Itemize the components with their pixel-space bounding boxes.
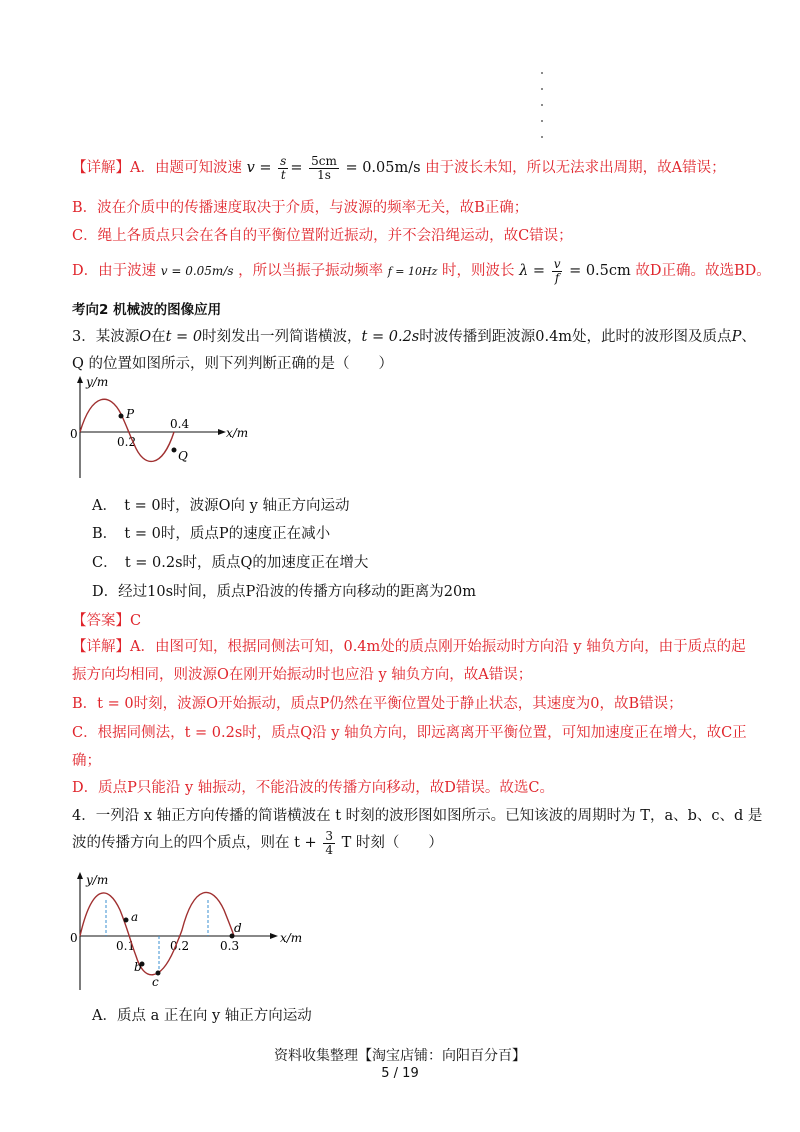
q4-frac-num: 3 [325, 829, 333, 843]
q3-ylabel: y/m [86, 375, 109, 389]
q3-point-P [119, 414, 124, 419]
q4-tick3: 0.3 [220, 939, 240, 953]
p1-d-frac-den: f [554, 270, 560, 285]
p1-frac2-num: 5cm [311, 154, 337, 168]
q3-exp6: D．质点P只能沿 y 轴振动，不能沿波的传播方向移动，故D错误。故选C。 [72, 780, 555, 796]
q4-point-a [124, 918, 129, 923]
p1-frac1-den: t [280, 167, 286, 182]
q4-stem-line2 [72, 830, 443, 856]
q3-l1f: 、 [741, 329, 756, 345]
q3-label-P: P [126, 407, 135, 421]
q3-l1e: 处，此时的波形图及质点 [572, 329, 732, 345]
q3-d04: 0.4m [535, 329, 573, 345]
q3-O: O [139, 329, 152, 345]
q3-exp3: B．t = 0时刻，波源O开始振动，质点P仍然在平衡位置处于静止状态，其速度为0，故B错误； [72, 696, 683, 712]
q4-wave-graph [62, 870, 312, 995]
q4-frac-den: 4 [325, 842, 333, 857]
q3-tick1: 0.2 [117, 435, 137, 449]
q4-xlabel: x/m [280, 931, 303, 945]
p1-d-f: f = 10Hz [387, 265, 438, 279]
q3-exp2: 振方向均相同，则波源O在刚开始振动时也应沿 y 轴负方向，故A错误； [72, 667, 533, 683]
q3-option-c[interactable]: C． t = 0.2s时，质点Q的加速度正在增大 [92, 555, 369, 571]
q4-label-c: c [152, 975, 159, 989]
p1-d-mid: ，所以当振子振动频率 [238, 263, 384, 280]
q3-xlabel: x/m [226, 426, 249, 440]
q3-point-Q [172, 448, 177, 453]
p1-d-frac-num: v [553, 257, 561, 271]
p1-d-mid2: 时，则波长 [442, 263, 515, 280]
q4-origin: 0 [70, 931, 78, 945]
q4-tick2: 0.2 [170, 939, 190, 953]
q3-t02: t = 0.2s [361, 329, 420, 345]
p1-a-text: A．由题可知波速 [130, 160, 242, 177]
p1-d-lambda: λ = [519, 263, 546, 280]
q3-exp4: C．根据同侧法，t = 0.2s时，质点Q沿 y 轴负方向，即远离离开平衡位置，可知加速度正在增大，故C正 [72, 725, 747, 741]
q3-origin: 0 [70, 427, 78, 441]
q3-l1d: 时波传播到距波源 [419, 329, 536, 345]
footer-shop: 资料收集整理【淘宝店铺：向阳百分百】 [274, 1048, 526, 1064]
p1-a-result: = 0.05m/s [345, 160, 421, 177]
p1-d-pre: D．由于波速 [72, 263, 157, 280]
q4-label-d: d [234, 921, 242, 935]
q3-tick2: 0.4 [170, 417, 190, 431]
p1-a-post: 由于波长未知，所以无法求出周期，故A错误； [425, 160, 726, 177]
q3-exp1: 【详解】A．由图可知，根据同侧法可知，0.4m处的质点刚开始振动时方向沿 y 轴负方向，由于质点的起 [72, 639, 746, 655]
q3-l1c: 时刻发出一列简谐横波， [202, 329, 362, 345]
q4-l2-pre: 波的传播方向上的四个质点，则在 t + [72, 835, 317, 852]
q4-l2-post: T 时刻（ ） [341, 835, 443, 852]
q4-tick1: 0.1 [116, 939, 136, 953]
decorative-dots [541, 72, 545, 152]
q3-l1a: 3．某波源 [72, 329, 140, 345]
q3-stem-line1 [72, 325, 756, 346]
p1-line-c: C．绳上各质点只会在各自的平衡位置附近振动，并不会沿绳运动，故C错误； [72, 228, 573, 244]
p1-line-b: B．波在介质中的传播速度取决于介质，与波源的频率无关，故B正确； [72, 200, 529, 216]
q3-l1b: 在 [151, 329, 166, 345]
q3-P: P [731, 329, 742, 345]
q4-wave-curve [80, 892, 234, 974]
q3-stem-line2: Q 的位置如图所示，则下列判断正确的是（ ） [72, 356, 393, 372]
q3-exp5: 确； [72, 753, 101, 769]
q3-answer: 【答案】C [72, 613, 142, 629]
p1-d-post: 故D正确。故选BD。 [635, 263, 771, 280]
q4-stem-line1: 4．一列沿 x 轴正方向传播的简谐横波在 t 时刻的波形图如图所示。已知该波的周期时为 T，a、b、c、d 是 [72, 808, 763, 824]
q3-t0: t = 0 [165, 329, 203, 345]
q4-label-b: b [134, 960, 142, 974]
q4-ylabel: y/m [86, 873, 109, 887]
q3-label-Q: Q [178, 449, 188, 463]
q3-option-a[interactable]: A． t = 0时，波源O向 y 轴正方向运动 [92, 498, 350, 514]
q3-option-b[interactable]: B． t = 0时，质点P的速度正在减小 [92, 526, 331, 542]
p1-frac2-den: 1s [317, 167, 331, 182]
footer-page-number: 5 / 19 [381, 1066, 419, 1081]
q3-wave-graph [62, 374, 262, 484]
q3-option-d[interactable]: D．经过10s时间，质点P沿波的传播方向移动的距离为20m [92, 584, 476, 600]
p1-d-lambda-val: = 0.5cm [569, 263, 631, 280]
p1-frac1-num: s [280, 154, 287, 168]
section-heading: 考向2 机械波的图像应用 [72, 302, 222, 318]
p1-line-a: 【详解】A．由题可知波速 v = $\frac{s}{t}$ = $\frac{5cm}{1s}$ = 0.05m/s 由于波长未知，所以无法求出周期，故A错误； [72, 154, 726, 182]
q4-label-a: a [131, 910, 139, 924]
p1-a-formula-v: v = [246, 160, 272, 177]
q4-option-a[interactable]: A．质点 a 正在向 y 轴正方向运动 [92, 1008, 312, 1024]
p1-tag: 【详解】 [72, 160, 130, 177]
p1-d-v: v = 0.05m/s [160, 264, 234, 279]
p1-line-d [72, 258, 771, 284]
